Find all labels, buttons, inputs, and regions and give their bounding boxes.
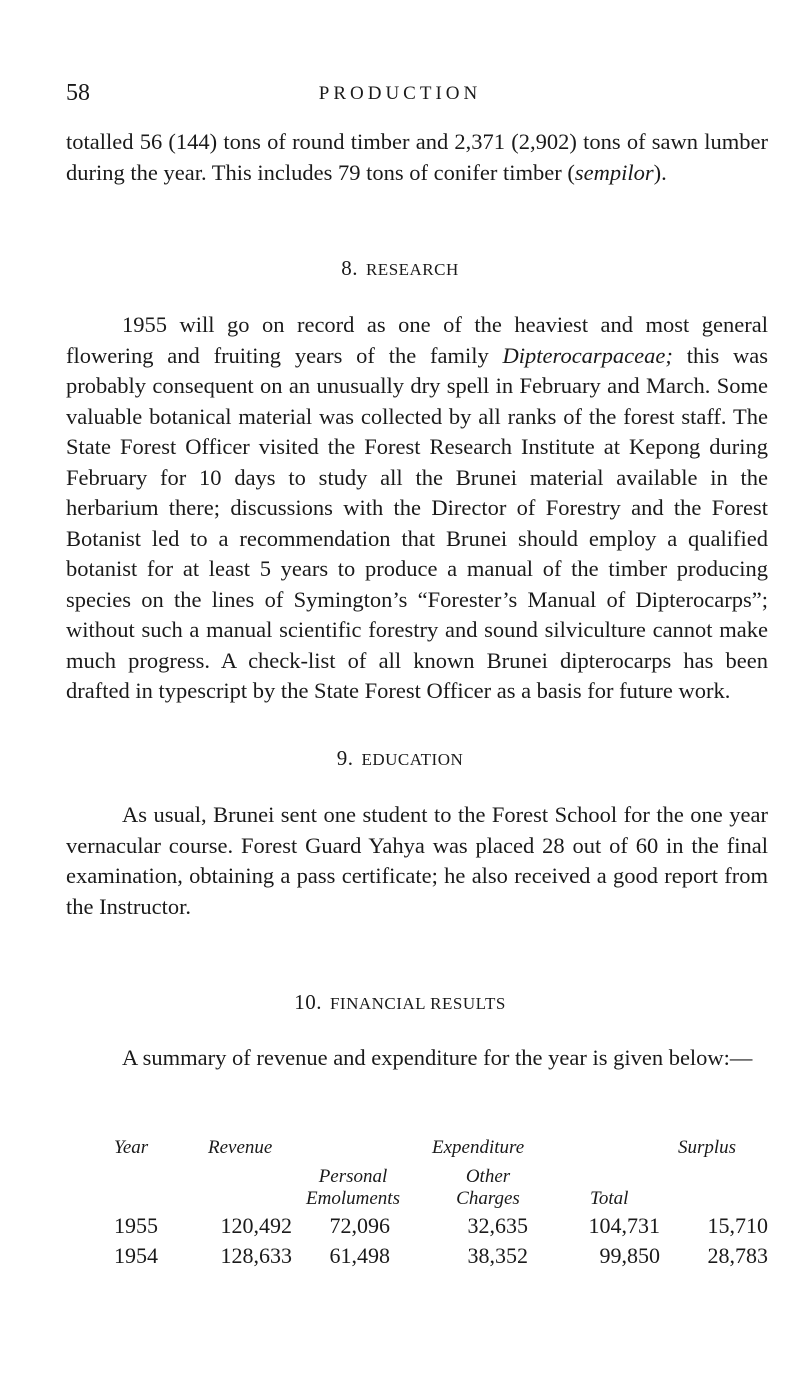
intro-text-2: ). (653, 159, 667, 185)
section-title: FINANCIAL RESULTS (329, 994, 506, 1013)
col-header-charges: Charges (456, 1188, 520, 1209)
section-number: 9. (336, 746, 354, 770)
col-header-other: Other (465, 1166, 511, 1187)
table-cell-surplus: 28,783 (707, 1243, 768, 1268)
table-cell-total: 104,731 (588, 1213, 660, 1238)
table-cell-revenue: 128,633 (220, 1243, 292, 1268)
table-cell-personal: 61,498 (329, 1243, 390, 1268)
section-number: 10. (294, 990, 322, 1014)
col-header-total: Total (590, 1188, 629, 1209)
section-title: EDUCATION (361, 750, 464, 769)
research-text-2: this was probably consequent on an unusually dry spell in February and March. Some valuable botanical material was collected by all ranks of the forest staff. The State Forest Officer visited the Forest Research Institute at Kepong during February for 10 days to study all the Brunei material available in the herbarium there; discussions with the Director of Forestry and the Forest Botanist led to a recommendation that Brunei should employ a qualified botanist for at least 5 years to produce a manual of the timber producing species on the lines of Symington’s “Forester’s Manual of Dipterocarps”; without such a manual scientific forestry and sound silviculture cannot make much progress. A check-list of all known Brunei dipterocarps has been drafted in typescript by the State Forest Officer as a basis for future work. (66, 342, 769, 703)
col-header-revenue: Revenue (208, 1137, 273, 1158)
col-header-year: Year (114, 1137, 149, 1158)
section-title: RESEARCH (365, 260, 459, 279)
financial-text: A summary of revenue and expenditure for the year is given below:— (122, 1045, 753, 1070)
table-cell-revenue: 120,492 (220, 1213, 292, 1238)
table-cell-personal: 72,096 (329, 1213, 390, 1238)
table-cell-other: 38,352 (467, 1243, 528, 1268)
running-head: PRODUCTION (318, 83, 482, 104)
research-italic: Dipterocarpaceae; (502, 342, 673, 368)
table-cell-surplus: 15,710 (707, 1213, 768, 1238)
table-cell-total: 99,850 (599, 1243, 660, 1268)
table-cell-year: 1955 (114, 1213, 158, 1238)
col-header-expenditure: Expenditure (432, 1137, 525, 1158)
col-header-emoluments: Emoluments (306, 1188, 400, 1209)
table-cell-other: 32,635 (467, 1213, 528, 1238)
col-header-personal: Personal (318, 1166, 388, 1187)
intro-text-1: totalled 56 (144) tons of round timber and 2,371 (2,902) tons of sawn lumber during the year. This includes 79 tons of conifer timber ( (66, 129, 768, 185)
research-text-1: 1955 will go on record as one of the heaviest and most general flowering and fruiting years of the family (66, 312, 768, 368)
page-number: 58 (66, 80, 90, 106)
intro-italic: sempilor (574, 159, 654, 185)
col-header-surplus: Surplus (678, 1137, 737, 1158)
section-number: 8. (341, 256, 358, 280)
education-text: As usual, Brunei sent one student to the Forest School for the one year vernacular course. Forest Guard Yahya was placed 28 out of 60 in the final examination, obtaining a pass certificate; he also received a good report from the Instructor. (66, 802, 768, 919)
table-cell-year: 1954 (114, 1243, 158, 1268)
